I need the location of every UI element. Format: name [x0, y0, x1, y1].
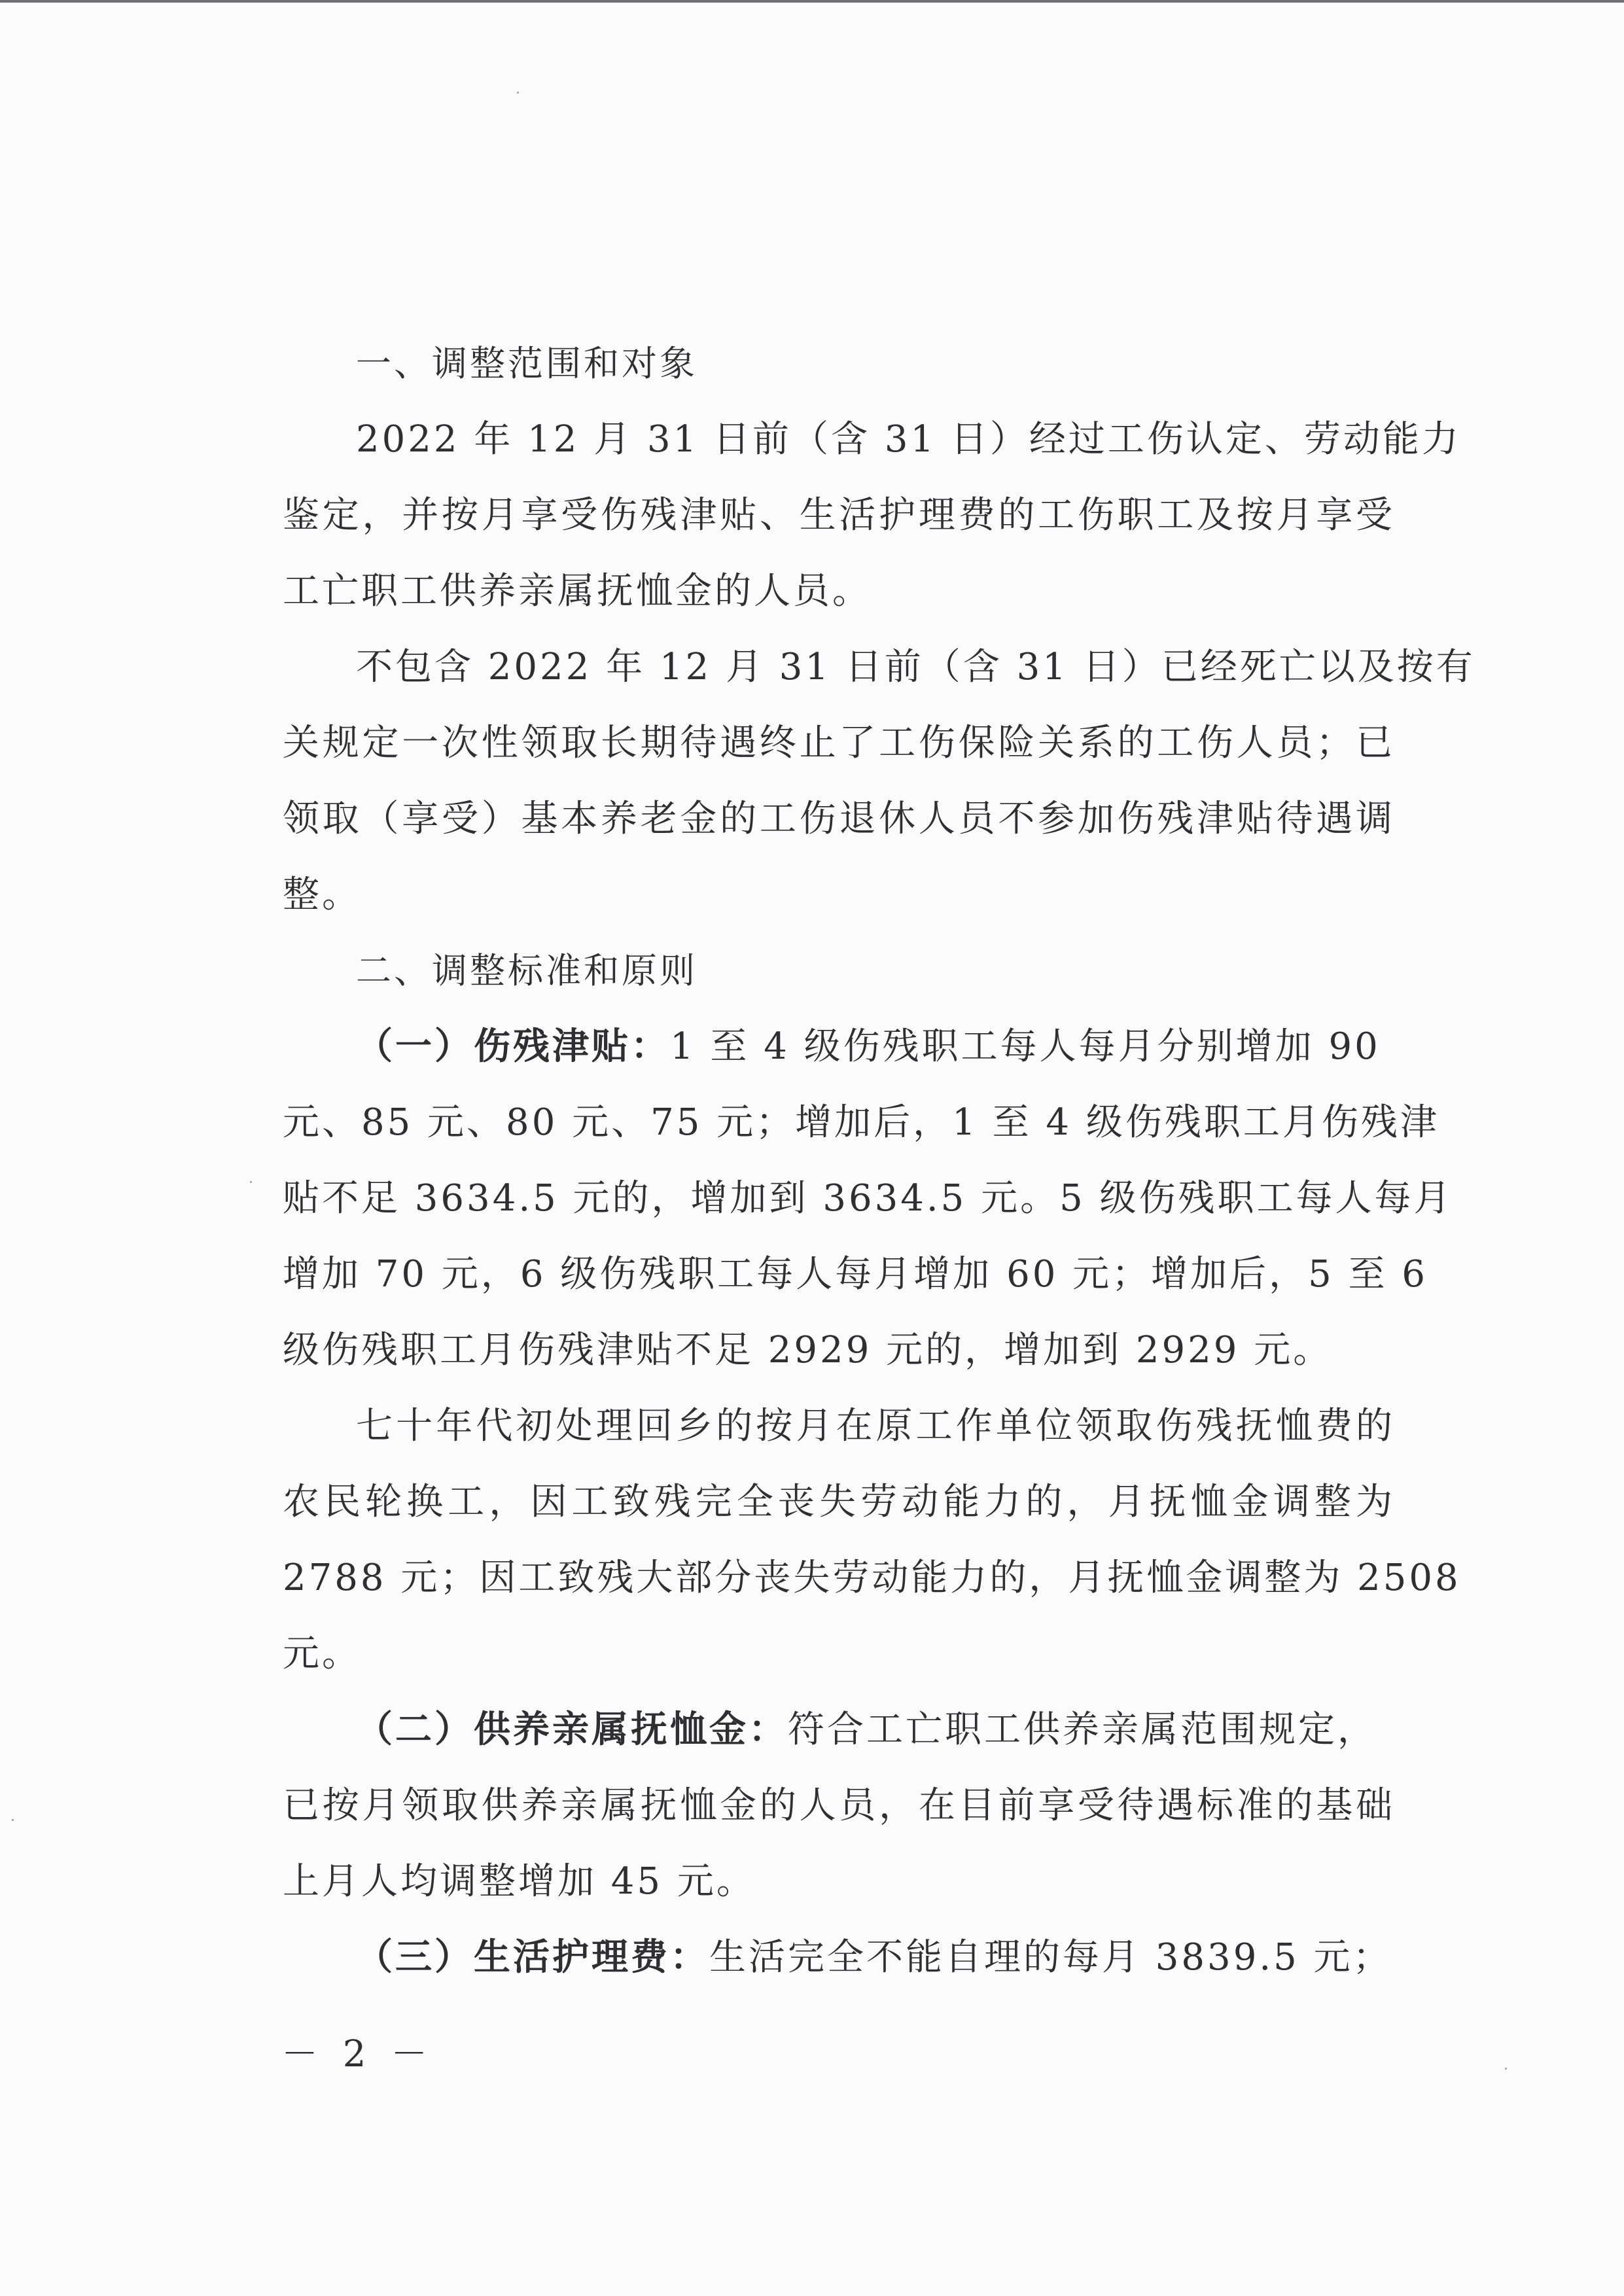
item-dependent-pension — [283, 1692, 1395, 1768]
paragraph-line: 已按月领取供养亲属抚恤金的人员，在目前享受待遇标准的基础 — [283, 1784, 1395, 1827]
section-heading-standards: 二、调整标准和原则 — [356, 950, 697, 991]
item-label: （二）供养亲属抚恤金： — [356, 1708, 788, 1751]
paragraph-line: 元。 — [283, 1633, 361, 1675]
document-body — [283, 326, 1475, 1996]
scan-speck — [1505, 2068, 1507, 2070]
item-nursing-fee — [283, 1920, 1395, 1996]
paragraph-line: 鉴定，并按月享受伤残津贴、生活护理费的工伤职工及按月享受 — [283, 494, 1395, 537]
item-label: （三）生活护理费： — [356, 1936, 709, 1979]
item-text: 1 至 4 级伤残职工每人每月分别增加 90 — [670, 1025, 1381, 1068]
scan-speck — [250, 1181, 252, 1183]
paragraph-line: 增加 70 元，6 级伤残职工每人每月增加 60 元；增加后，5 至 6 — [283, 1253, 1428, 1296]
paragraph-line: 2788 元；因工致残大部分丧失劳动能力的，月抚恤金调整为 2508 — [283, 1557, 1461, 1599]
paragraph-line: 级伤残职工月伤残津贴不足 2929 元的，增加到 2929 元。 — [283, 1329, 1333, 1371]
paragraph-line: 贴不足 3634.5 元的，增加到 3634.5 元。5 级伤残职工每人每月 — [283, 1177, 1453, 1220]
paragraph-line: 上月人均调整增加 45 元。 — [283, 1860, 756, 1903]
paragraph-line: 领取（享受）基本养老金的工伤退休人员不参加伤残津贴待遇调 — [283, 798, 1395, 840]
section-heading-scope: 一、调整范围和对象 — [356, 343, 697, 384]
paragraph-line: 农民轮换工，因工致残完全丧失劳动能力的，月抚恤金调整为 — [283, 1481, 1395, 1523]
paragraph-line: 整。 — [283, 874, 361, 916]
item-label: （一）伤残津贴： — [356, 1025, 670, 1068]
scan-top-edge — [0, 0, 1624, 3]
paragraph-line: 不包含 2022 年 12 月 31 日前（含 31 日）已经死亡以及按有 — [356, 646, 1475, 688]
paragraph-line: 元、85 元、80 元、75 元；增加后，1 至 4 级伤残职工月伤残津 — [283, 1101, 1439, 1144]
page-number: － 2 － — [281, 2033, 434, 2075]
item-text: 符合工亡职工供养亲属范围规定， — [788, 1708, 1377, 1751]
paragraph-line: 七十年代初处理回乡的按月在原工作单位领取伤残抚恤费的 — [356, 1405, 1395, 1447]
scan-speck — [12, 1819, 14, 1821]
paragraph-line: 工亡职工供养亲属抚恤金的人员。 — [283, 570, 872, 612]
item-disability-allowance — [283, 1009, 1395, 1085]
item-text: 生活完全不能自理的每月 3839.5 元； — [709, 1936, 1392, 1979]
paragraph-line: 2022 年 12 月 31 日前（含 31 日）经过工伤认定、劳动能力 — [356, 418, 1461, 461]
scan-speck — [517, 92, 519, 94]
paragraph-line: 关规定一次性领取长期待遇终止了工伤保险关系的工伤人员；已 — [283, 722, 1395, 764]
